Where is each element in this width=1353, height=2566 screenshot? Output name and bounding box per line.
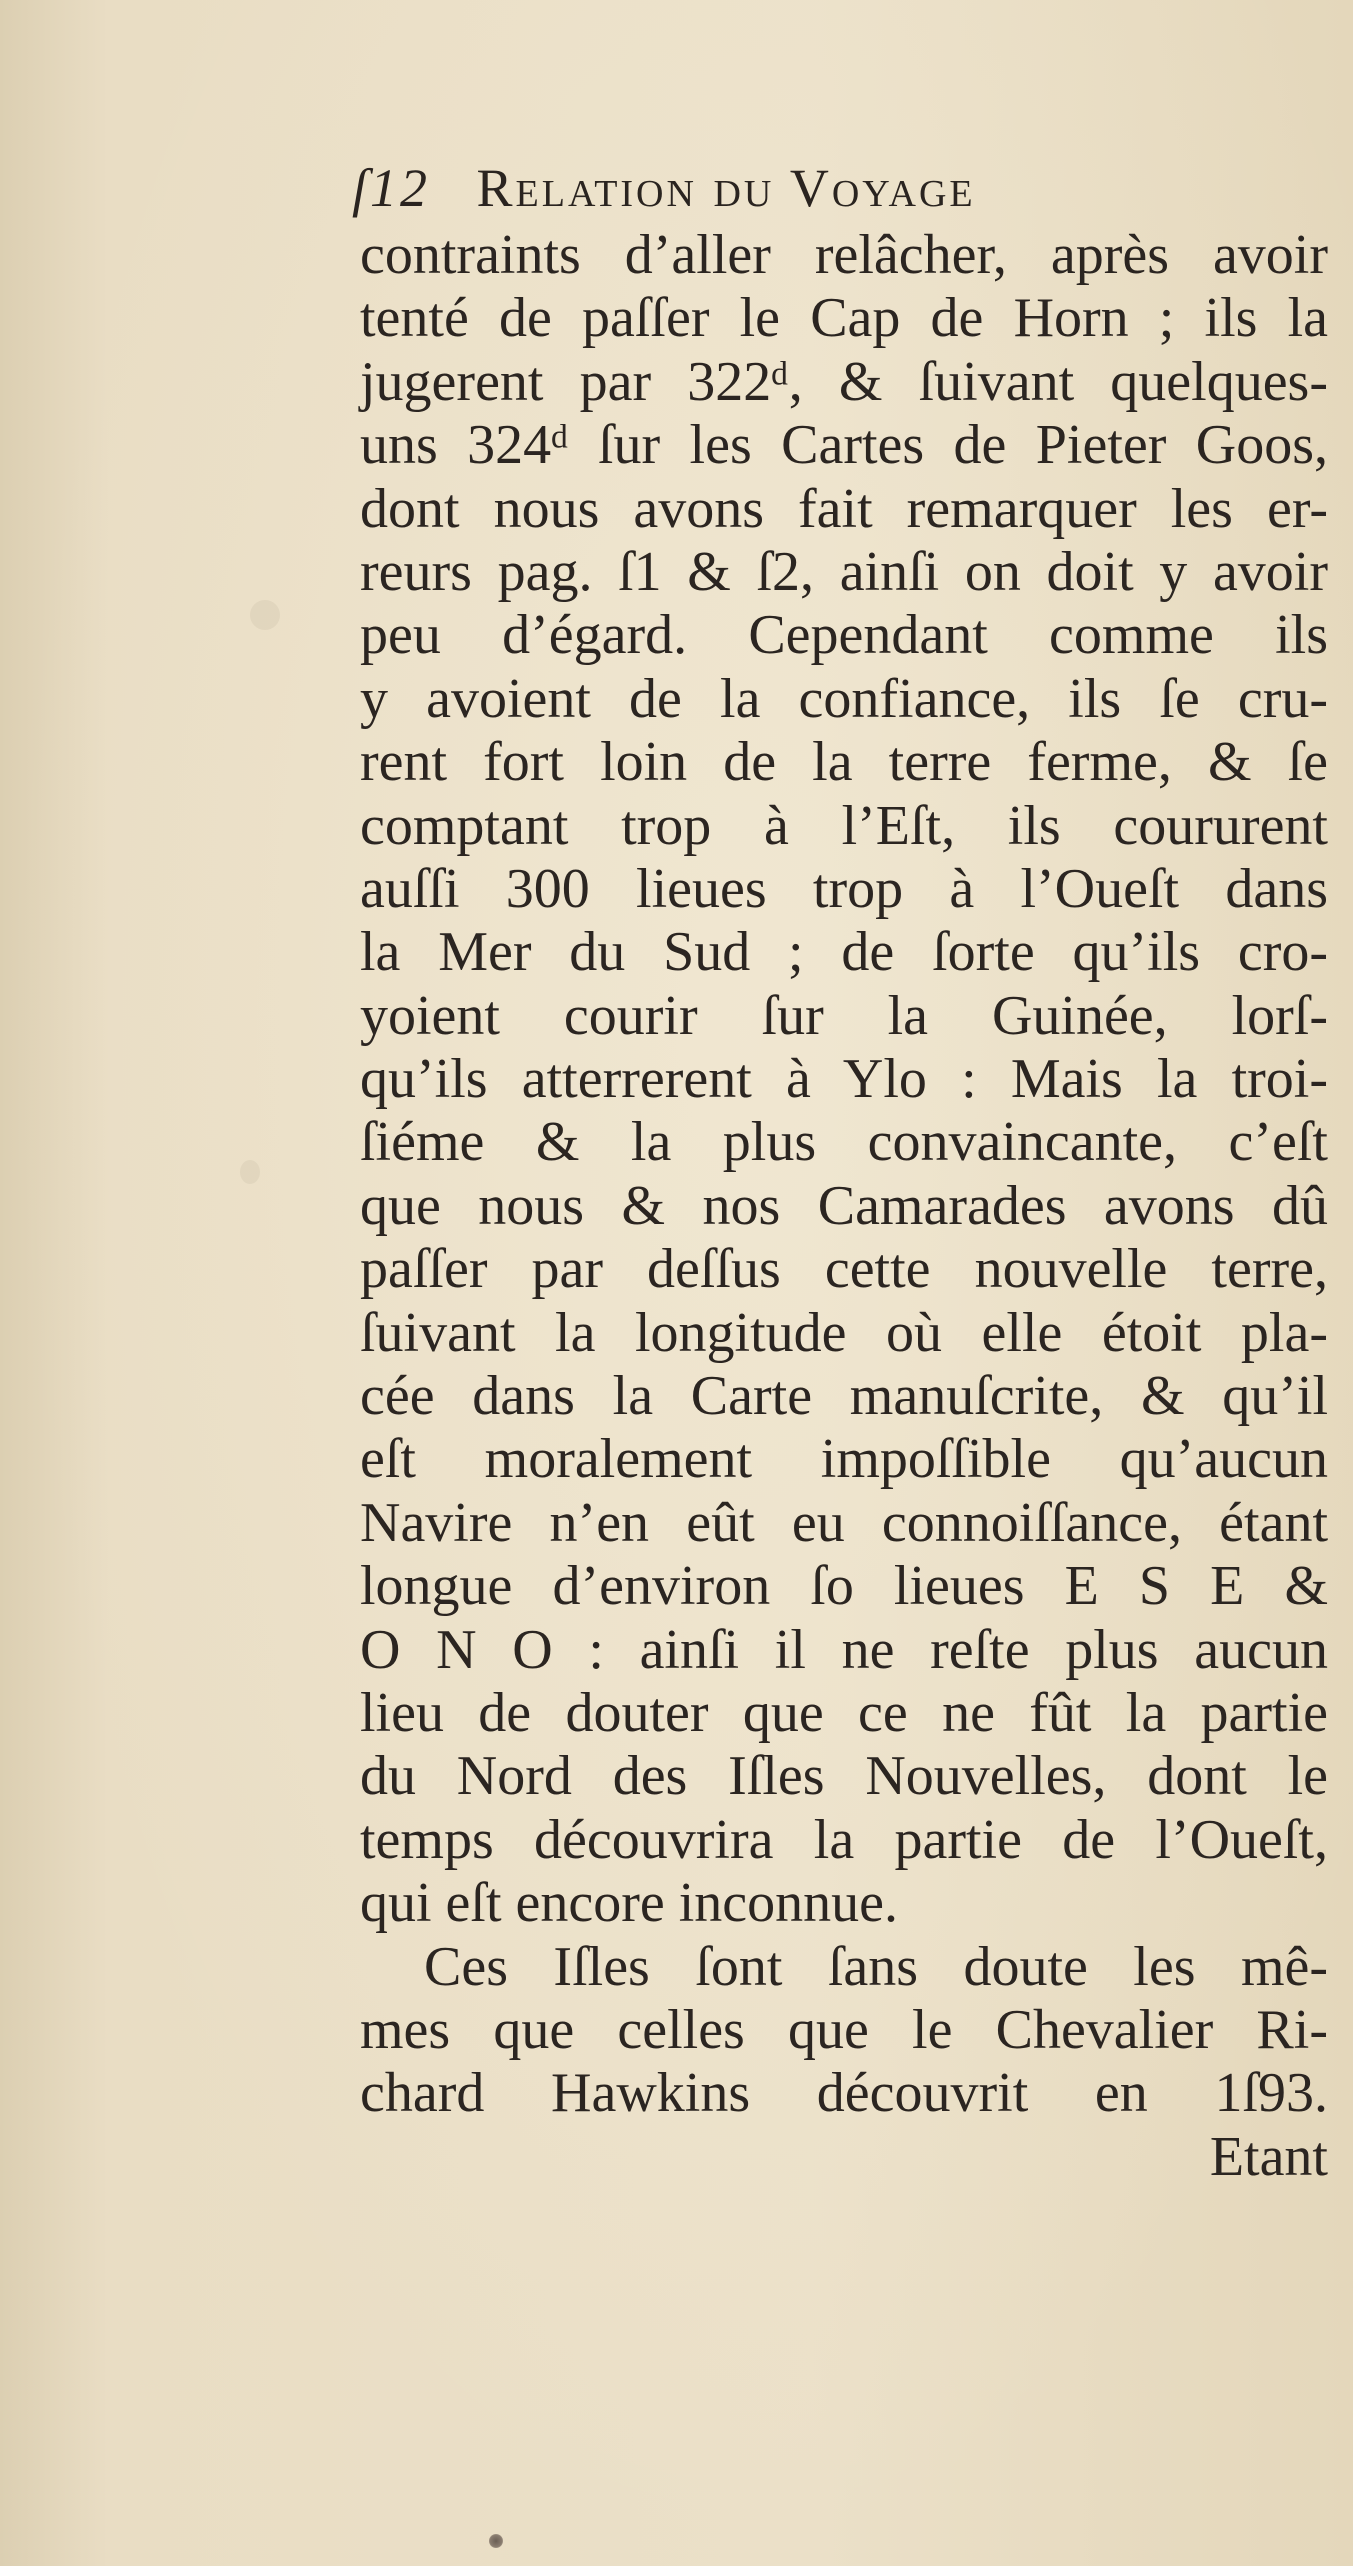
text-line: rent fort loin de la terre ferme, & ſe: [360, 731, 1328, 794]
paragraph-2: [360, 1936, 1328, 2126]
text-line: la Mer du Sud ; de ſorte qu’ils cro-: [360, 921, 1328, 984]
text-line: reurs pag. ſ1 & ſ2, ainſi on doit y avoir: [360, 540, 1328, 603]
text-line: Navire n’en eût eu connoiſſance, étant: [360, 1491, 1328, 1554]
paragraph-1: [360, 224, 1328, 1936]
text-line: jugerent par 322ᵈ, & ſuivant quelques-: [360, 350, 1328, 413]
text-line: uns 324ᵈ ſur les Cartes de Pieter Goos,: [360, 414, 1328, 477]
text-line: eſt moralement impoſſible qu’aucun: [360, 1428, 1328, 1491]
text-line: que nous & nos Camarades avons dû: [360, 1174, 1328, 1237]
text-line: O N O : ainſi il ne reſte plus aucun: [360, 1618, 1328, 1681]
ink-dot-ornament: [489, 2534, 503, 2548]
text-line: temps découvrira la partie de l’Oueſt,: [360, 1808, 1328, 1871]
text-line: Ces Iſles ſont ſans doute les mê-: [424, 1935, 1328, 1998]
text-line: chard Hawkins découvrit en 1ſ93.: [360, 2062, 1328, 2125]
text-line: y avoient de la confiance, ils ſe cru-: [360, 667, 1328, 730]
text-line: dont nous avons fait remarquer les er-: [360, 477, 1328, 540]
text-line: ſuivant la longitude où elle étoit pla-: [360, 1301, 1328, 1364]
running-title: Relation du Voyage: [476, 158, 976, 218]
text-line: ſiéme & la plus convaincante, c’eſt: [360, 1111, 1328, 1174]
catchword: Etant: [1209, 2125, 1328, 2188]
text-line: comptant trop à l’Eſt, ils coururent: [360, 794, 1328, 857]
text-line: lieu de douter que ce ne fût la partie: [360, 1681, 1328, 1744]
text-line: cée dans la Carte manuſcrite, & qu’il: [360, 1365, 1328, 1428]
text-line: paſſer par deſſus cette nouvelle terre,: [360, 1238, 1328, 1301]
text-line: auſſi 300 lieues trop à l’Oueſt dans: [360, 857, 1328, 920]
text-line: yoient courir ſur la Guinée, lorſ-: [360, 984, 1328, 1047]
text-line: longue d’environ ſo lieues E S E &: [360, 1555, 1328, 1618]
page-number: ſ12: [352, 158, 431, 218]
body-text: [360, 224, 1328, 2189]
text-line: qu’ils atterrerent à Ylo : Mais la troi-: [360, 1048, 1328, 1111]
text-line: peu d’égard. Cependant comme ils: [360, 604, 1328, 667]
running-head: [352, 158, 1252, 218]
text-line: mes que celles que le Chevalier Ri-: [360, 1998, 1328, 2061]
text-line: qui eſt encore inconnue.: [360, 1872, 899, 1935]
text-line: du Nord des Iſles Nouvelles, dont le: [360, 1745, 1328, 1808]
text-line: tenté de paſſer le Cap de Horn ; ils la: [360, 287, 1328, 350]
text-line: contraints d’aller relâcher, après avoir: [360, 224, 1328, 286]
